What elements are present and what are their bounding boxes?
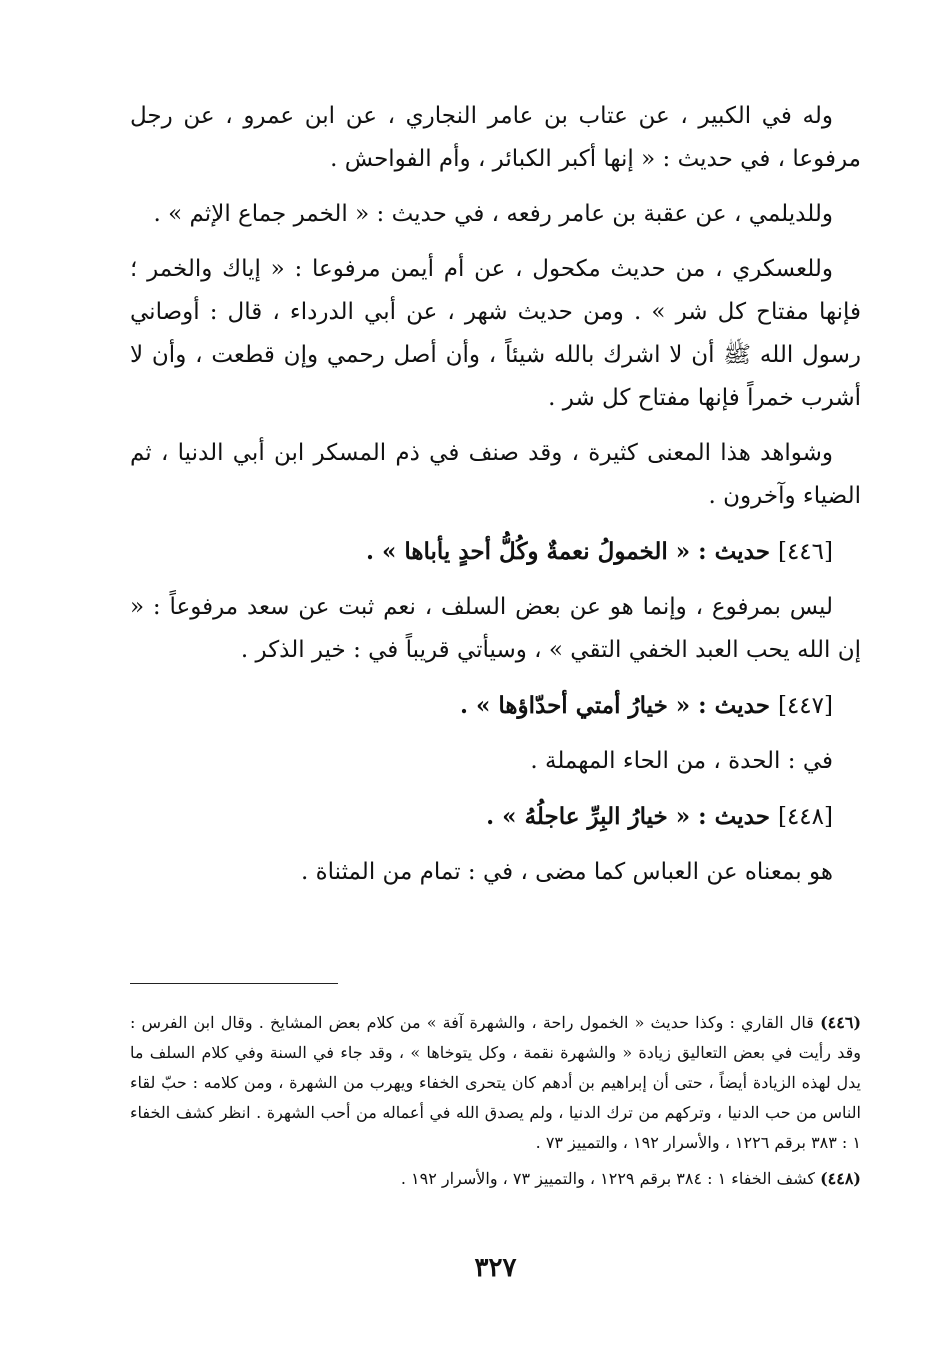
page-number: ٣٢٧ bbox=[474, 1253, 517, 1283]
hadith-body-447: في : الحدة ، من الحاء المهملة . bbox=[530, 748, 833, 774]
footnote-number: (٤٤٨) bbox=[820, 1169, 861, 1188]
hadith-number: [٤٤٨] bbox=[777, 804, 833, 830]
hadith-heading-446 bbox=[130, 530, 833, 574]
hadith-number: [٤٤٧] bbox=[777, 693, 833, 719]
hadith-title: حديث : « الخمولُ نعمةٌ وكُلُّ أحدٍ يأباها » . bbox=[365, 538, 770, 565]
hadith-title: حديث : « خيارُ أمتي أحدّاؤها » . bbox=[459, 692, 770, 719]
hadith-body-446: ليس بمرفوع ، وإنما هو عن بعض السلف ، نعم ثبت عن سعد مرفوعاً : « إن الله يحب العبد الخفي التقي » ، وسيأتي قريباً في : خير الذكر . bbox=[130, 594, 861, 663]
footnote-text: كشف الخفاء ١ : ٣٨٤ برقم ١٢٢٩ ، والتمييز ٧٣ ، والأسرار ١٩٢ . bbox=[400, 1169, 815, 1188]
paragraph-3: وللعسكري ، من حديث مكحول ، عن أم أيمن مرفوعا : « إياك والخمر ؛ فإنها مفتاح كل شر » . ومن حديث شهر ، عن أبي الدرداء ، قال : أوصاني رسول الله ﷺ أن لا اشرك بالله شيئاً ، وأن أصل رحمي وإن قطعت ، وأن لا أشرب خمراً فإنها مفتاح كل شر . bbox=[130, 256, 861, 411]
paragraph-4: وشواهد هذا المعنى كثيرة ، وقد صنف في ذم المسكر ابن أبي الدنيا ، ثم الضياء وآخرون . bbox=[130, 440, 861, 509]
footnote-text: قال القاري : وكذا حديث « الخمول راحة ، والشهرة آفة » من كلام بعض المشايخ . وقال ابن الفرس : وقد رأيت في بعض التعاليق زيادة « والشهرة نقمة ، وكل يتوخاها » ، وقد جاء في السنة وفي كلام السلف ما يدل لهذه الزيادة أيضاً ، حتى أن إبراهيم بن أدهم كان يتحرى الخفاء ويهرب من الشهرة ، ومن كلامه : حبّ لقاء الناس من حب الدنيا ، وتركهم من ترك الدنيا ، ولم يصدق الله في أعماله من أحب الشهرة . انظر كشف الخفاء ١ : ٣٨٣ برقم ١٢٢٦ ، والأسرار ١٩٢ ، والتمييز ٧٣ . bbox=[130, 1013, 862, 1152]
book-page bbox=[130, 95, 861, 1337]
paragraph-2: وللديلمي ، عن عقبة بن عامر رفعه ، في حديث : « الخمر جماع الإثم » . bbox=[153, 201, 833, 227]
footnote-divider bbox=[130, 983, 338, 984]
hadith-heading-447 bbox=[130, 684, 833, 728]
hadith-number: [٤٤٦] bbox=[777, 539, 833, 565]
paragraph-1: وله في الكبير ، عن عتاب بن عامر النجاري ، عن ابن عمرو ، عن رجل مرفوعا ، في حديث : « إنها أكبر الكبائر ، وأم الفواحش . bbox=[130, 103, 861, 172]
hadith-title: حديث : « خيارُ البِرِّ عاجلُهُ » . bbox=[486, 803, 770, 830]
footnote-number: (٤٤٦) bbox=[820, 1013, 862, 1032]
hadith-body-448: هو بمعناه عن العباس كما مضى ، في : تمام من المثناة . bbox=[300, 859, 833, 885]
footnote-448 bbox=[130, 1164, 861, 1194]
hadith-heading-448 bbox=[130, 795, 833, 839]
footnotes bbox=[130, 1008, 861, 1200]
footnote-446 bbox=[130, 1008, 861, 1158]
